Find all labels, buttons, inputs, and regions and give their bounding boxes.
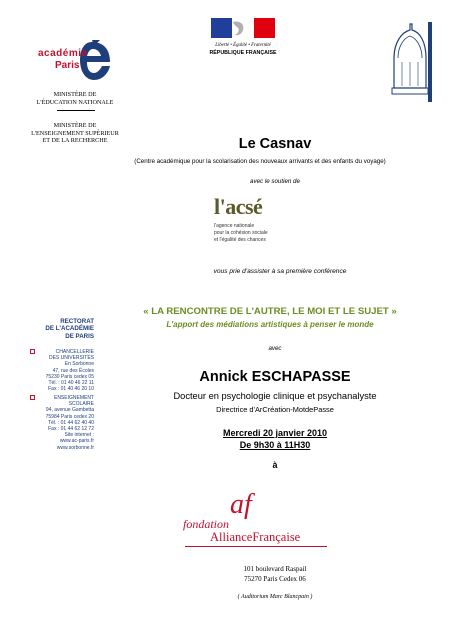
enseignement-heading-2: SCOLAIRE xyxy=(68,401,94,408)
rectorat-title-line2: DE L'ACADÉMIE xyxy=(45,325,94,333)
enseignement-line: 94, avenue Gambetta xyxy=(45,407,94,414)
af-mark-text: af xyxy=(230,489,252,520)
enseignement-heading-1: ENSEIGNEMENT xyxy=(53,395,94,401)
speaker-name: Annick ESCHAPASSE xyxy=(199,369,351,385)
chancellerie-line: Tél. : 01 40 46 22 11 xyxy=(48,380,94,387)
with-text: avec xyxy=(268,345,282,352)
speaker-credential-1: Docteur en psychologie clinique et psychanalyste xyxy=(173,391,377,401)
republique-name: RÉPUBLIQUE FRANÇAISE xyxy=(209,50,277,56)
organizer-description: (Centre académique pour la scolarisation des nouveaux arrivants et des enfants du voyage) xyxy=(134,158,386,165)
alliance-francaise-line1: fondation xyxy=(183,517,230,531)
ministry-higher-line3: ET DE LA RECHERCHE xyxy=(42,137,108,144)
enseignement-line: 75984 Paris cedex 20 xyxy=(45,413,94,420)
venue-address-2: 75270 Paris Cedex 06 xyxy=(244,575,306,583)
conference-title: « LA RENCONTRE DE L'AUTRE, LE MOI ET LE SUJET » xyxy=(143,306,397,317)
enseignement-line: Fax : 01 44 62 12 72 xyxy=(48,426,94,433)
venue-address-1: 101 boulevard Raspail xyxy=(243,565,307,573)
enseignement-line: Tél. : 01 44 62 40 40 xyxy=(48,419,94,426)
alliance-francaise-mark xyxy=(230,489,270,520)
rectorat-title xyxy=(22,318,94,340)
chancellerie-heading-1: CHANCELLERIE xyxy=(55,349,94,355)
ministry-higher-line2: L'ENSEIGNEMENT SUPÉRIEUR xyxy=(31,129,119,137)
conference-subtitle: L'apport des médiations artistiques à penser le monde xyxy=(166,320,374,329)
acse-logo-line3: et l'égalité des chances xyxy=(214,237,266,243)
enseignement-block xyxy=(22,395,94,451)
chancellerie-line: En Sorbonne xyxy=(64,361,94,368)
ministry-divider xyxy=(57,110,95,111)
ministry-higher-education xyxy=(15,122,135,145)
ministry-higher-line1: MINISTÈRE DE xyxy=(53,122,97,129)
chancellerie-block xyxy=(22,349,94,392)
venue-room: ( Auditorium Marc Blancpain ) xyxy=(237,594,313,600)
event-time: De 9h30 à 11H30 xyxy=(239,440,311,450)
enseignement-website[interactable]: www.ac-paris.fr xyxy=(59,438,94,445)
acse-logo-line2: pour la cohésion sociale xyxy=(214,230,268,236)
support-intro: avec le soutien de xyxy=(250,178,300,185)
chancellerie-line: Fax : 01 40 46 20 10 xyxy=(48,386,94,393)
chancellerie-line: 75230 Paris cedex 05 xyxy=(45,373,94,380)
marianne-flag-icon xyxy=(211,18,275,38)
rectorat-title-line3: DE PARIS xyxy=(65,332,94,340)
ministry-education-line1: MINISTÈRE DE xyxy=(53,91,97,98)
alliance-francaise-line2: AllianceFrançaise xyxy=(210,530,301,544)
event-date: Mercredi 20 janvier 2010 xyxy=(222,428,328,438)
acse-logo-line1: l'agence nationale xyxy=(214,223,255,229)
organizer-title: Le Casnav xyxy=(238,136,312,152)
invitation-text: vous prie d'assister à sa première conférence xyxy=(213,268,347,275)
ministry-education xyxy=(15,91,135,106)
at-text: à xyxy=(272,460,278,470)
enseignement-line: Site internet : xyxy=(64,432,94,439)
acse-logo-name: l'acsé xyxy=(214,194,263,219)
rectorat-title-line1: RECTORAT xyxy=(60,318,94,325)
academie-logo-line2: Paris xyxy=(55,60,80,71)
alliance-francaise-underline xyxy=(185,546,327,547)
republique-motto: Liberté • Égalité • Fraternité xyxy=(215,43,271,48)
chancellerie-line: 47, rue des Écoles xyxy=(52,367,94,374)
academie-logo-line1: académie xyxy=(38,48,88,59)
speaker-credential-2: Directrice d'ArCréation-MotdePasse xyxy=(216,405,334,414)
sorbonne-chancellerie-logo xyxy=(388,18,434,104)
chancellerie-heading-2: DES UNIVERSITÉS xyxy=(48,355,94,362)
sorbonne-website[interactable]: www.sorbonne.fr xyxy=(56,444,94,451)
ministry-education-line2: L'ÉDUCATION NATIONALE xyxy=(36,98,114,106)
